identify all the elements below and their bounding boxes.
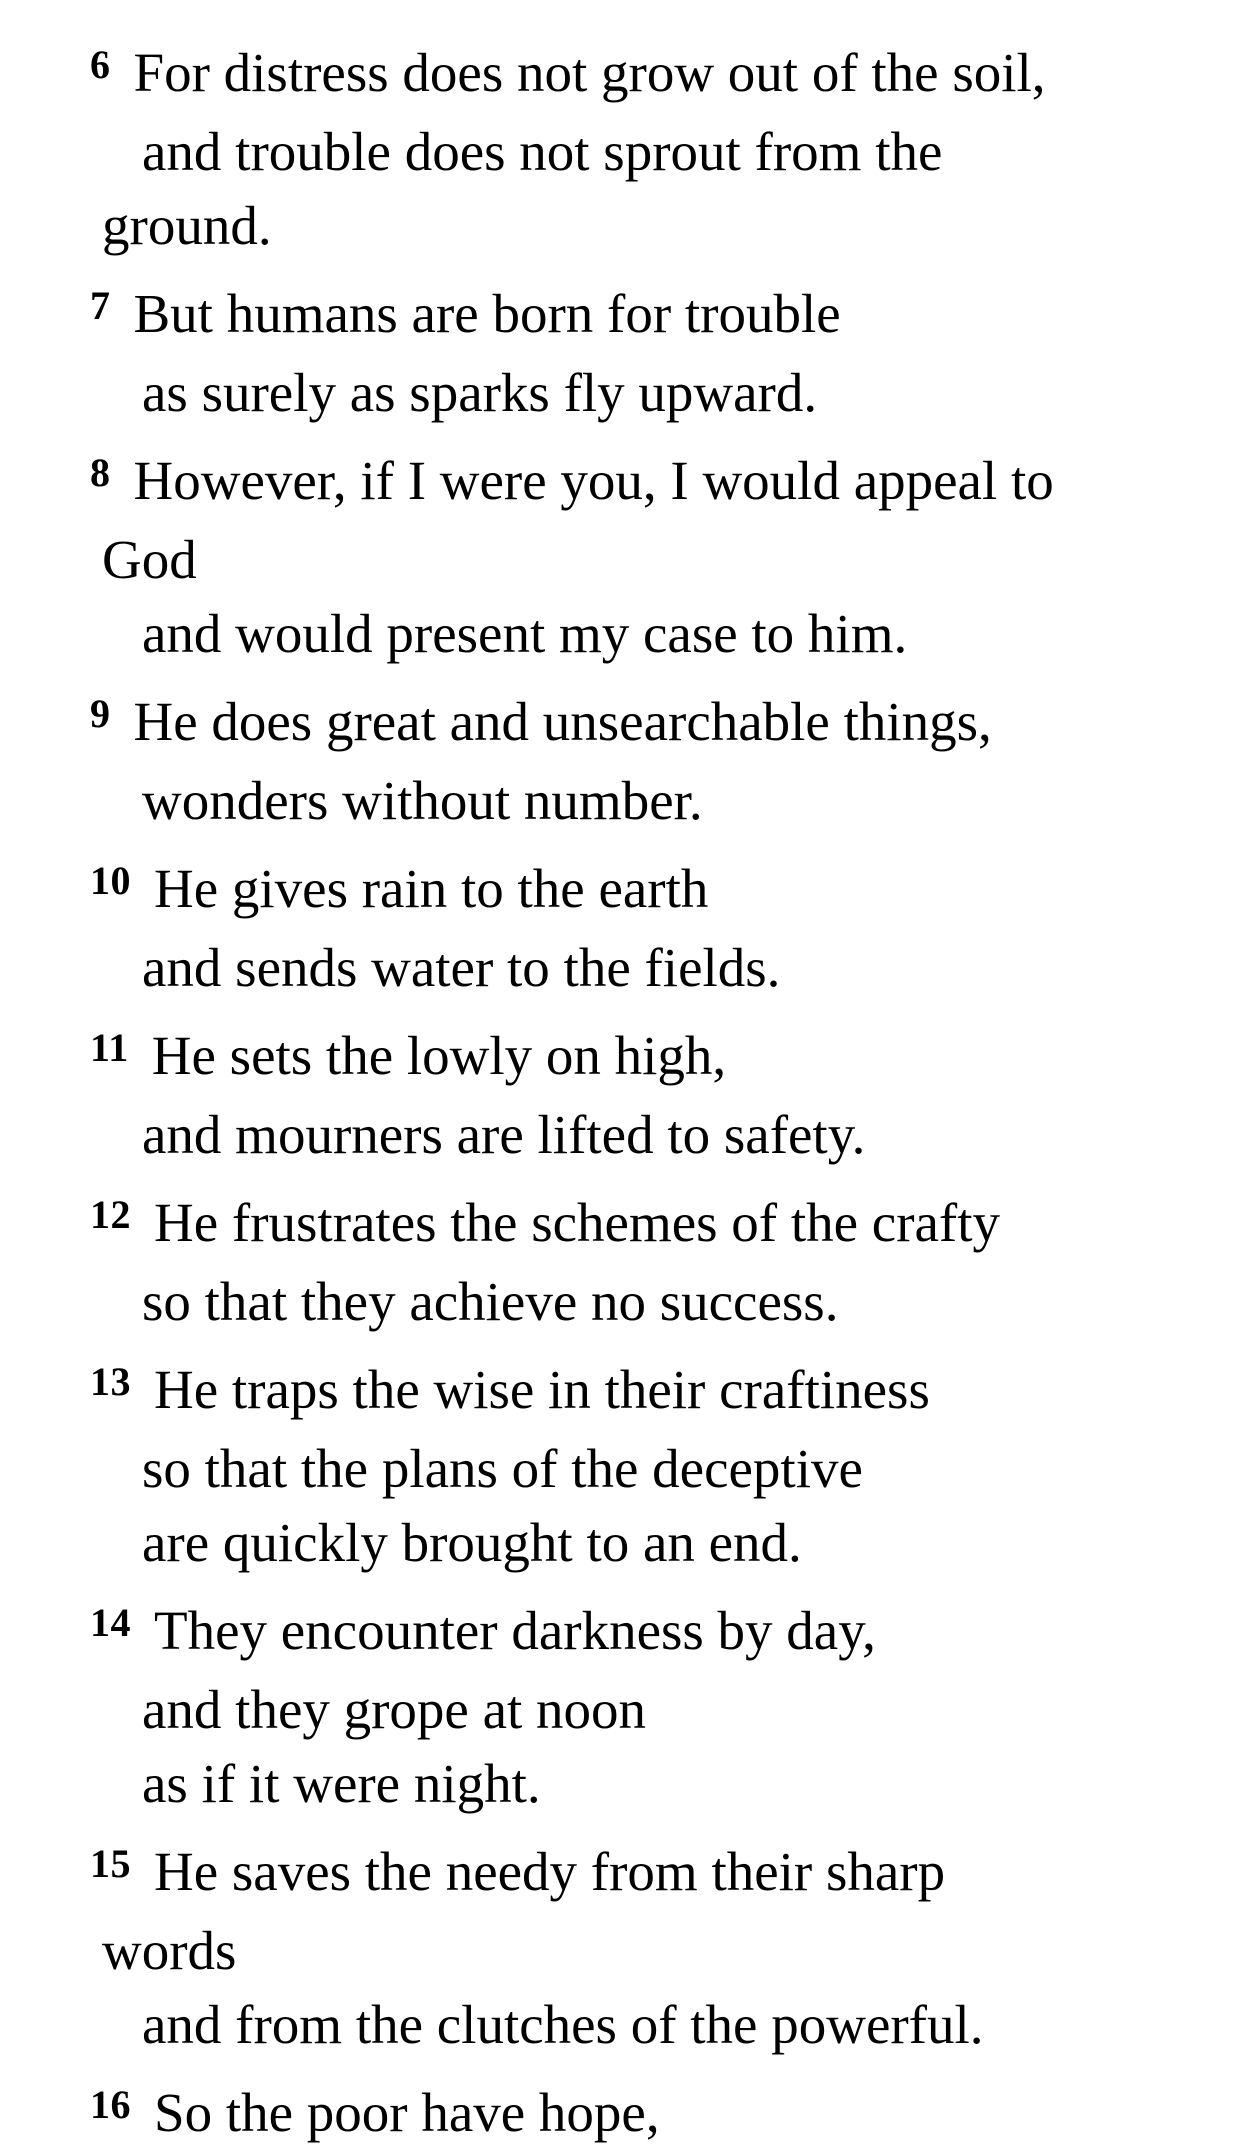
verse-number: 9 xyxy=(90,691,111,736)
verse-number: 8 xyxy=(90,450,111,495)
verse-text: However, if I were you, I would appeal to xyxy=(133,450,1054,511)
verse-line xyxy=(90,1594,1222,1673)
verse-text: He gives rain to the earth xyxy=(154,858,709,919)
verse-10[interactable] xyxy=(90,852,1222,1005)
verse-line xyxy=(90,852,1222,931)
verse-13[interactable] xyxy=(90,1353,1222,1580)
verse-line: ground. xyxy=(102,195,272,256)
verse-12[interactable] xyxy=(90,1186,1222,1339)
verse-line xyxy=(90,444,1222,523)
verse-line xyxy=(90,2076,1222,2155)
verse-14[interactable] xyxy=(90,1594,1222,1821)
verse-text: They encounter darkness by day, xyxy=(154,1600,876,1661)
verse-line: so that they achieve no success. xyxy=(142,1271,839,1332)
verse-line xyxy=(90,277,1222,356)
verse-text: He frustrates the schemes of the crafty xyxy=(154,1192,1001,1253)
verse-16[interactable] xyxy=(90,2076,1222,2155)
verse-6[interactable] xyxy=(90,36,1222,263)
verse-line: as surely as sparks fly upward. xyxy=(142,362,818,423)
verse-text: He saves the needy from their sharp xyxy=(154,1841,946,1902)
verse-line xyxy=(90,685,1222,764)
verse-number: 16 xyxy=(90,2082,131,2127)
verse-line: and trouble does not sprout from the xyxy=(142,121,943,182)
verse-line: so that the plans of the deceptive xyxy=(142,1438,863,1499)
verse-line: and mourners are lifted to safety. xyxy=(142,1104,866,1165)
verse-text: For distress does not grow out of the soil, xyxy=(133,42,1046,103)
verse-text: He traps the wise in their craftiness xyxy=(154,1359,930,1420)
verse-number: 11 xyxy=(90,1025,129,1070)
verse-line xyxy=(90,1835,1222,1914)
verse-number: 14 xyxy=(90,1600,131,1645)
verse-text: But humans are born for trouble xyxy=(133,283,841,344)
verse-line: words xyxy=(102,1920,237,1981)
verse-line: God xyxy=(102,529,197,590)
verse-15[interactable] xyxy=(90,1835,1222,2062)
verse-line: and would present my case to him. xyxy=(142,603,908,664)
verse-line xyxy=(90,1186,1222,1265)
verse-number: 7 xyxy=(90,283,111,328)
verse-line: are quickly brought to an end. xyxy=(142,1512,802,1573)
verse-text: So the poor have hope, xyxy=(154,2082,660,2143)
verse-line: and sends water to the fields. xyxy=(142,937,781,998)
verse-number: 15 xyxy=(90,1841,131,1886)
verse-line xyxy=(90,1019,1222,1098)
verse-line: and from the clutches of the powerful. xyxy=(142,1994,984,2055)
verse-number: 6 xyxy=(90,42,111,87)
verse-line: wonders without number. xyxy=(142,770,703,831)
verse-text: He sets the lowly on high, xyxy=(151,1025,727,1086)
verse-number: 10 xyxy=(90,858,131,903)
verse-line: and they grope at noon xyxy=(142,1679,647,1740)
verse-text: He does great and unsearchable things, xyxy=(133,691,992,752)
verse-8[interactable] xyxy=(90,444,1222,671)
verse-9[interactable] xyxy=(90,685,1222,838)
verse-number: 13 xyxy=(90,1359,131,1404)
verse-line xyxy=(90,36,1222,115)
verse-line xyxy=(90,1353,1222,1432)
verse-number: 12 xyxy=(90,1192,131,1237)
verse-11[interactable] xyxy=(90,1019,1222,1172)
verse-7[interactable] xyxy=(90,277,1222,430)
verse-line: as if it were night. xyxy=(142,1753,541,1814)
